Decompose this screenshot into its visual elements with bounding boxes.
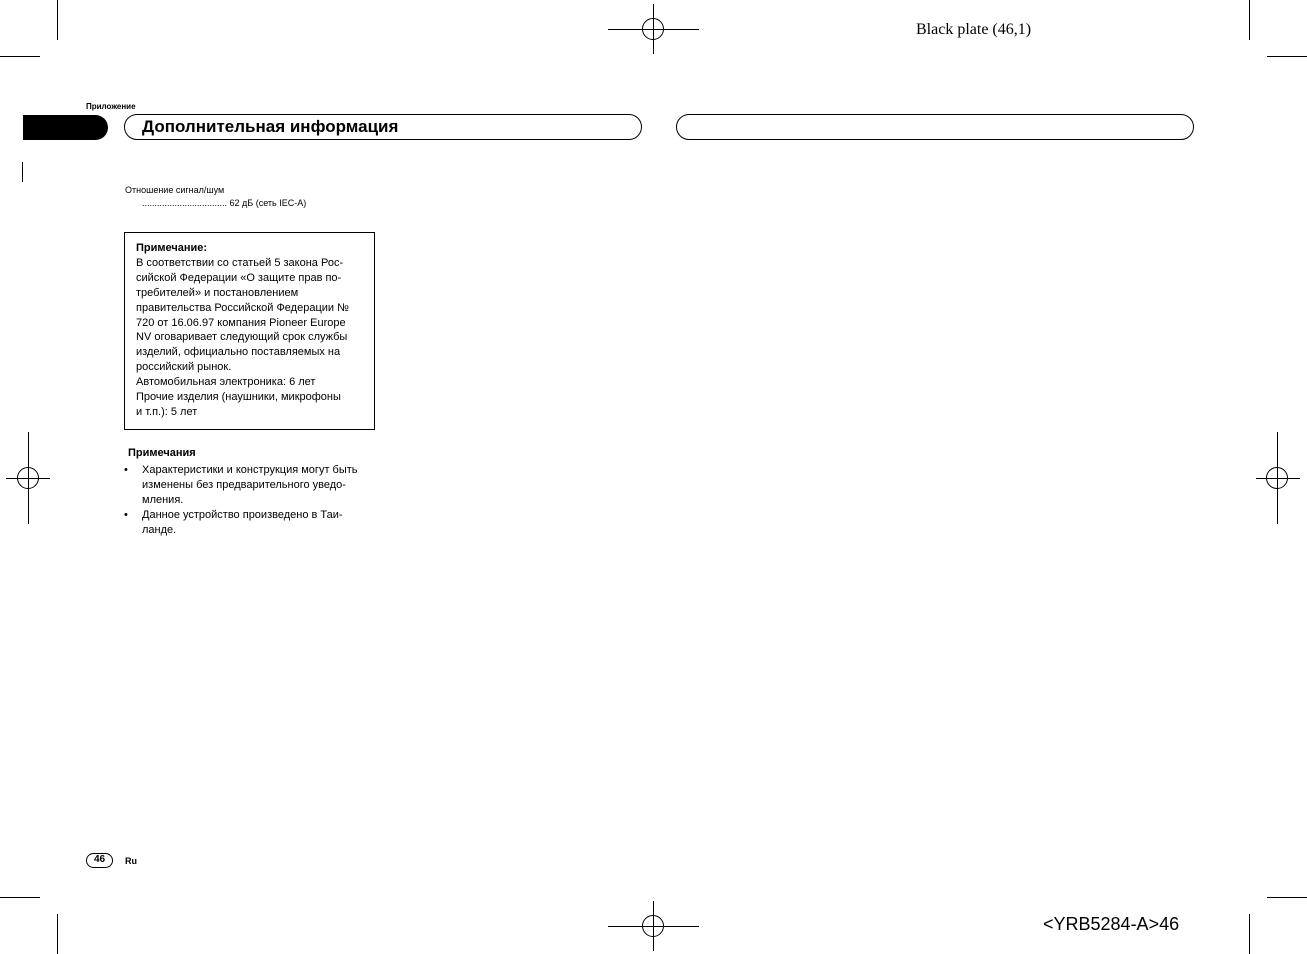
bullet-icon: • — [124, 464, 128, 476]
note-box — [124, 232, 375, 430]
title-bar-right — [676, 114, 1194, 140]
spec-leader-dots: .................................. — [142, 198, 228, 208]
notes-list — [124, 463, 382, 538]
crop-mark-bottom-left-h — [0, 897, 40, 898]
section-tag: Приложение — [86, 102, 136, 111]
crop-mark-top-left-v — [57, 0, 58, 40]
notes-title: Примечания — [128, 447, 196, 459]
page-title: Дополнительная информация — [124, 114, 642, 140]
registration-mark-top-circle — [642, 18, 664, 40]
crop-mark-top-left-h — [0, 56, 40, 57]
page-number-badge: 46 — [86, 853, 113, 868]
spec-row — [142, 198, 306, 208]
document-code: <YRB5284-A>46 — [1043, 914, 1180, 934]
note-text: В соответствии со статьей 5 закона Рос- сийской Федерации «О защите прав по- требителей» и постановлением правительства Российской Федерации № 720 от 16.06.97 компания Pioneer Europe NV оговаривает следующий срок службы изделий, официально поставляемых на российский рынок. Автомобильная электроника: 6 лет Прочие изделия (наушники, микрофоны и т.п.): 5 лет — [136, 256, 349, 418]
registration-mark-bottom-circle — [642, 915, 664, 937]
crop-mark-top-right-h — [1267, 56, 1307, 57]
crop-mark-top-right-v — [1249, 0, 1250, 40]
margin-tick — [22, 162, 23, 182]
note-heading: Примечание: — [136, 242, 208, 254]
section-tab-marker — [23, 115, 108, 140]
crop-mark-bottom-left-v — [57, 914, 58, 954]
list-item-text: Характеристики и конструкция могут быть изменены без предварительного уведо- мления. — [142, 464, 358, 506]
list-item-text: Данное устройство произведено в Таи- ланде. — [142, 509, 343, 536]
crop-mark-bottom-right-h — [1267, 897, 1307, 898]
spec-label: Отношение сигнал/шум — [125, 185, 225, 195]
plate-label: Black plate (46,1) — [916, 21, 1032, 38]
language-code: Ru — [125, 856, 137, 866]
registration-mark-left-circle — [17, 467, 39, 489]
crop-mark-bottom-right-v — [1249, 914, 1250, 954]
list-item — [124, 463, 382, 508]
registration-mark-right-circle — [1266, 467, 1288, 489]
bullet-icon: • — [124, 509, 128, 521]
spec-value: 62 дБ (сеть IEC-A) — [229, 198, 307, 208]
list-item — [124, 508, 382, 538]
